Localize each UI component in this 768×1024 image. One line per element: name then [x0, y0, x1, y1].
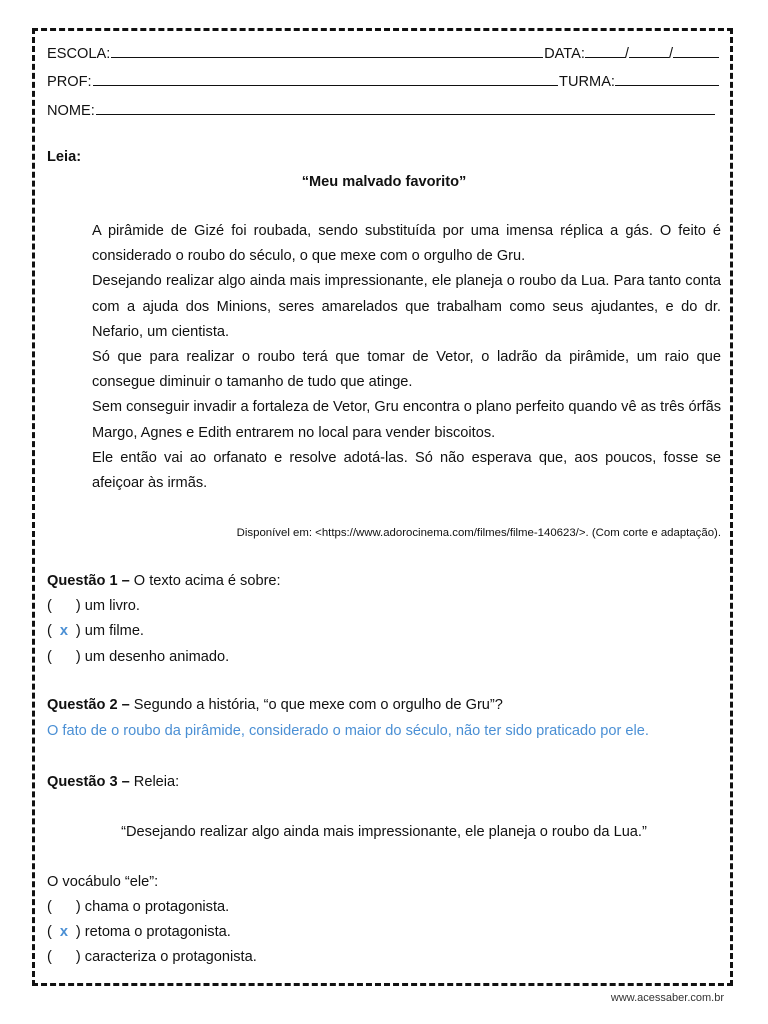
option-paren: ( [47, 598, 52, 614]
date-sep-2: / [668, 46, 673, 62]
question-2 [47, 696, 503, 714]
prof-field[interactable] [93, 72, 558, 86]
paragraph: Desejando realizar algo ainda mais impressionante, ele planeja o roubo da Lua. Para tanto conta com a ajuda dos Minions, seres amarelados que trabalham como seus ajudantes, e do dr. Nefario, um cientista. [92, 273, 721, 340]
q1-option-3[interactable] [47, 648, 229, 666]
nome-label: NOME: [47, 103, 95, 119]
question-2-text: Segundo a história, “o que mexe com o orgulho de Gru”? [129, 697, 503, 713]
turma-label: TURMA: [559, 74, 615, 90]
q3-option-1[interactable] [47, 898, 229, 916]
date-day-field[interactable] [585, 44, 625, 58]
option-label: ) chama o protagonista. [75, 899, 230, 915]
escola-field[interactable] [111, 44, 543, 58]
question-1 [47, 572, 281, 590]
q3-option-3[interactable] [47, 948, 257, 966]
header-row-nome [47, 101, 716, 120]
footer-website: www.acessaber.com.br [610, 992, 724, 1004]
header-row-escola [47, 44, 719, 63]
q3-option-2[interactable] [47, 923, 231, 941]
date-month-field[interactable] [629, 44, 669, 58]
reading-instruction: Leia: [47, 149, 82, 165]
question-3-quote: “Desejando realizar algo ainda mais impressionante, ele planeja o roubo da Lua.” [121, 824, 647, 840]
option-label: ) um livro. [75, 598, 140, 614]
question-2-label: Questão 2 – [47, 697, 130, 713]
option-paren: ( [47, 899, 52, 915]
paragraph: A pirâmide de Gizé foi roubada, sendo substituída por uma imensa réplica a gás. O feito é considerado o roubo do século, o que mexe com o orgulho de Gru. [92, 223, 721, 265]
option-paren: ( [47, 649, 52, 665]
date-sep-1: / [624, 46, 629, 62]
option-mark[interactable]: x [59, 924, 68, 940]
question-3-prompt: O vocábulo “ele”: [47, 874, 159, 890]
data-label: DATA: [544, 46, 585, 62]
paragraph: Ele então vai ao orfanato e resolve adotá-las. Só não esperava que, aos poucos, fosse se afeiçoar às irmãs. [92, 449, 721, 492]
question-3-label: Questão 3 – [47, 774, 130, 790]
option-paren: ( [47, 949, 52, 965]
option-label: ) um filme. [75, 623, 144, 639]
option-label: ) caracteriza o protagonista. [75, 949, 257, 965]
option-paren: ( [47, 623, 52, 639]
option-mark[interactable]: x [59, 623, 68, 639]
question-1-label: Questão 1 – [47, 573, 130, 589]
source-citation: Disponível em: <https://www.adorocinema.com/filmes/filme-140623/>. (Com corte e adaptação). [236, 527, 721, 539]
paragraph: Só que para realizar o roubo terá que tomar de Vetor, o ladrão da pirâmide, um raio que consegue diminuir o tamanho de tudo que atinge. [92, 349, 721, 391]
q1-option-2[interactable] [47, 622, 144, 640]
escola-label: ESCOLA: [47, 46, 111, 62]
option-label: ) retoma o protagonista. [75, 924, 231, 940]
prof-label: PROF: [47, 74, 92, 90]
option-label: ) um desenho animado. [75, 649, 230, 665]
question-3 [47, 773, 179, 791]
reading-text [47, 219, 721, 496]
question-2-answer: O fato de o roubo da pirâmide, considerado o maior do século, não ter sido praticado por ele. [47, 723, 649, 739]
header-row-prof [47, 72, 719, 91]
date-year-field[interactable] [673, 44, 719, 58]
turma-field[interactable] [615, 72, 719, 86]
worksheet-border [32, 28, 733, 986]
nome-field[interactable] [96, 101, 715, 115]
question-1-text: O texto acima é sobre: [129, 573, 281, 589]
reading-title: “Meu malvado favorito” [301, 174, 467, 190]
q1-option-1[interactable] [47, 597, 140, 615]
question-3-text: Releia: [129, 774, 180, 790]
paragraph: Sem conseguir invadir a fortaleza de Vetor, Gru encontra o plano perfeito quando vê as três órfãs Margo, Agnes e Edith entrarem no local para vender biscoitos. [92, 399, 721, 441]
option-paren: ( [47, 924, 52, 940]
